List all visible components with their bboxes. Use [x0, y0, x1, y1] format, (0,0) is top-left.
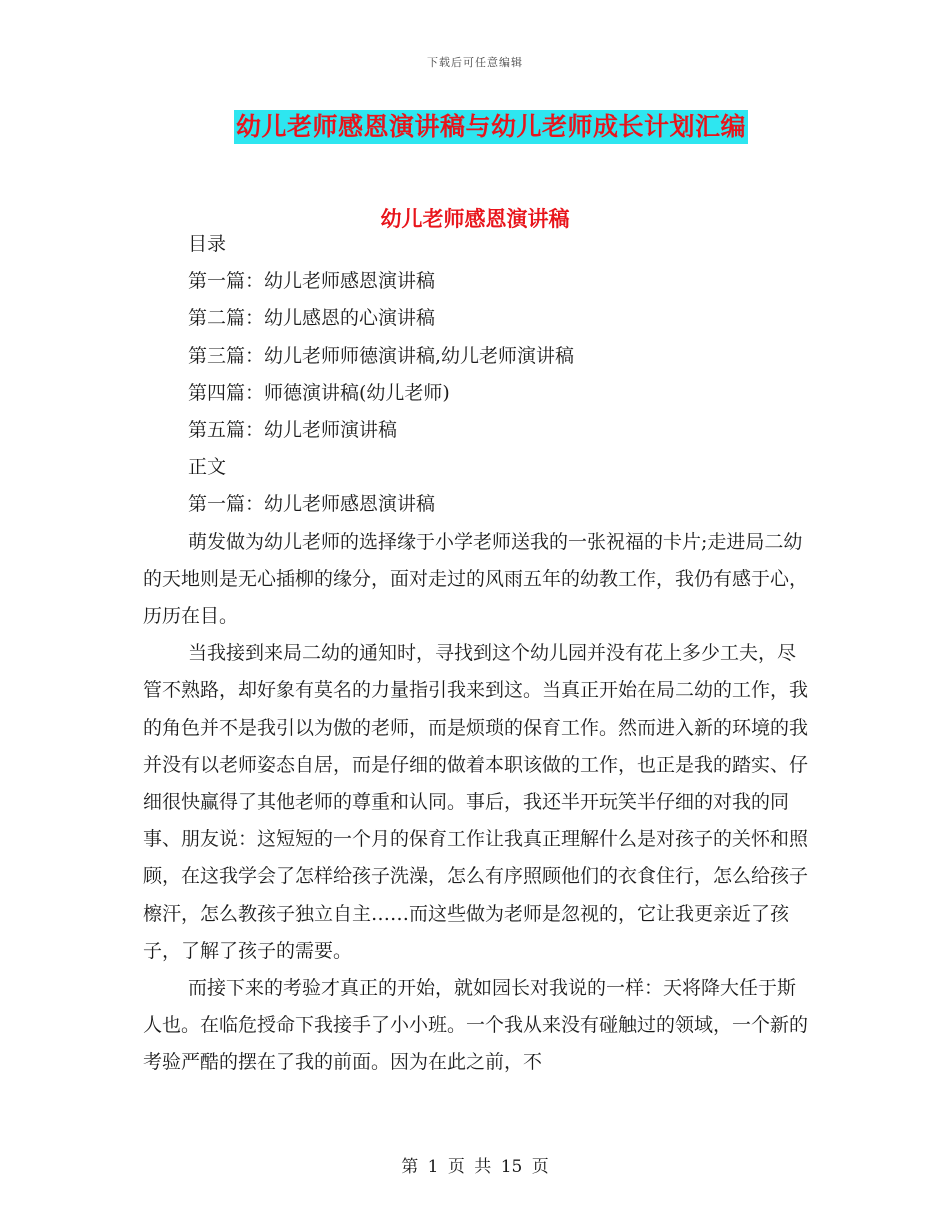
body-paragraph: 萌发做为幼儿老师的选择缘于小学老师送我的一张祝福的卡片;走进局二幼的天地则是无心插柳的缘分，面对走过的风雨五年的幼教工作，我仍有感于心，历历在目。 — [143, 530, 809, 628]
body-paragraph: 当我接到来局二幼的通知时，寻找到这个幼儿园并没有花上多少工夫，尽管不熟路，却好象有莫名的力量指引我来到这。当真正开始在局二幼的工作，我的角色并不是我引以为傲的老师，而是烦琐的保育工作。然而进入新的环境的我并没有以老师姿态自居，而是仔细的做着本职该做的工作，也正是我的踏实、仔细很快赢得了其他老师的尊重和认同。事后，我还半开玩笑半仔细的对我的同事、朋友说：这短短的一个月的保育工作让我真正理解什么是对孩子的关怀和照顾，在这我学会了怎样给孩子洗澡，怎么有序照顾他们的衣食住行，怎么给孩子檫汗，怎么教孩子独立自主……而这些做为老师是忽视的，它让我更亲近了孩子，了解了孩子的需要。 — [143, 642, 809, 962]
toc-heading: 目录 — [188, 233, 227, 255]
header-note: 下载后可任意编辑 — [427, 56, 523, 69]
toc-item: 第三篇：幼儿老师师德演讲稿,幼儿老师演讲稿 — [188, 344, 575, 367]
document-body — [143, 226, 808, 1082]
toc-item: 第五篇：幼儿老师演讲稿 — [188, 419, 398, 442]
toc-item: 第二篇：幼儿感恩的心演讲稿 — [188, 307, 436, 330]
toc-item: 第一篇：幼儿老师感恩演讲稿 — [188, 270, 436, 293]
document-title: 幼儿老师感恩演讲稿与幼儿老师成长计划汇编 — [234, 110, 748, 144]
chapter-title: 第一篇：幼儿老师感恩演讲稿 — [188, 493, 436, 516]
body-heading: 正文 — [188, 456, 227, 479]
section-title: 幼儿老师感恩演讲稿 — [380, 207, 570, 231]
page-footer: 第 1 页 共 15 页 — [401, 1157, 549, 1177]
toc-item: 第四篇：师德演讲稿(幼儿老师) — [188, 381, 450, 404]
body-paragraph: 而接下来的考验才真正的开始，就如园长对我说的一样：天将降大任于斯人也。在临危授命下我接手了小小班。一个我从来没有碰触过的领域，一个新的考验严酷的摆在了我的前面。因为在此之前，不 — [143, 977, 809, 1074]
